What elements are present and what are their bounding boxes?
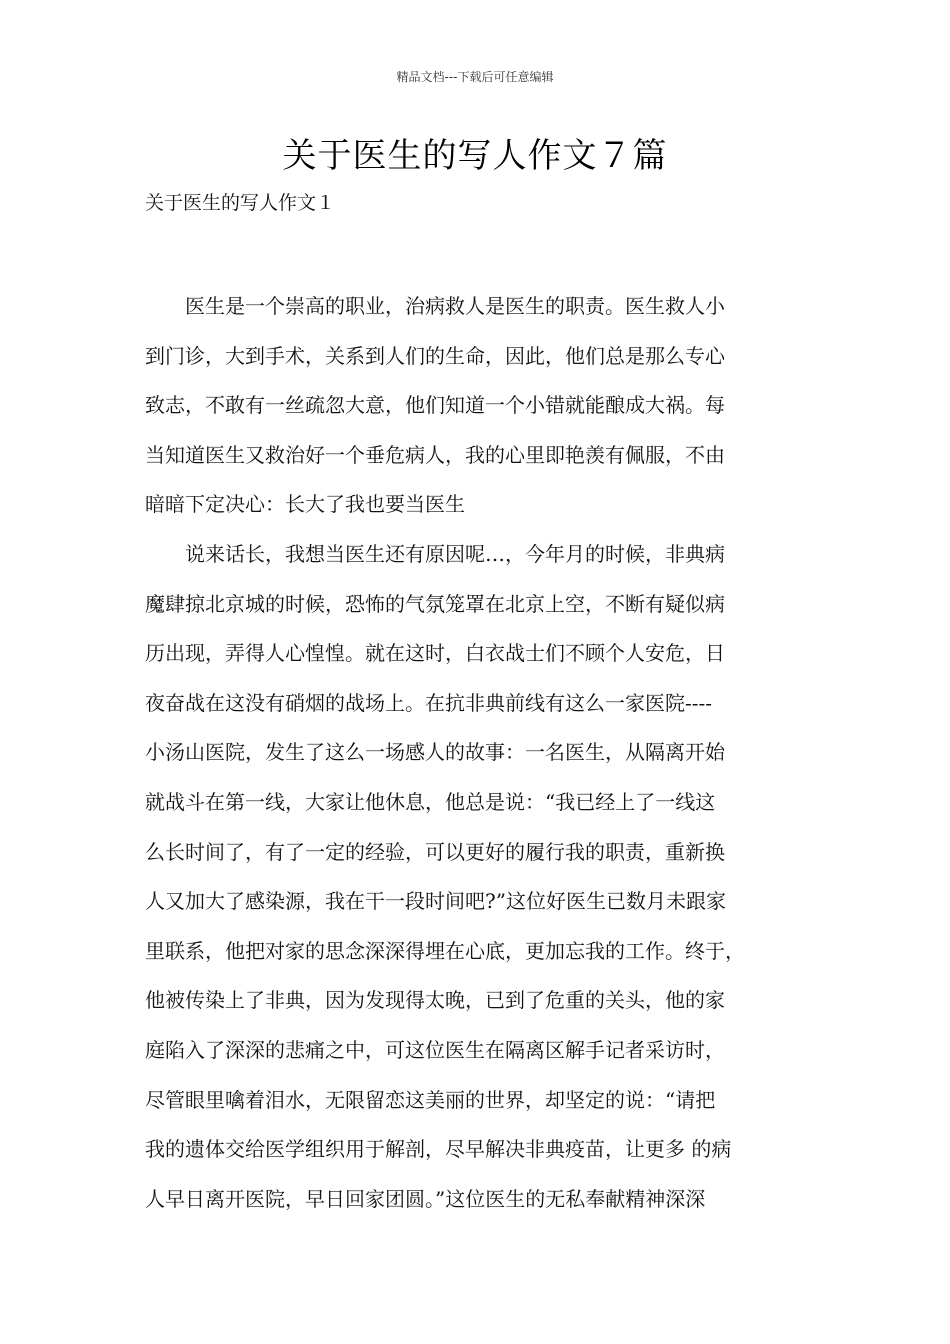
paragraph-1 <box>145 282 810 530</box>
text-line: 夜奋战在这没有硝烟的战场上。在抗非典前线有这么一家医院---- <box>145 690 713 715</box>
body-text <box>145 282 810 1224</box>
text-line: 尽管眼里噙着泪水，无限留恋这美丽的世界，却坚定的说：“请把 <box>145 1087 716 1112</box>
text-line: 历出现，弄得人心惶惶。就在这时，白衣战士们不顾个人安危，日 <box>145 641 725 666</box>
paragraph-2 <box>145 530 810 1224</box>
text-line: 到门诊，大到手术，关系到人们的生命，因此，他们总是那么专心 <box>145 343 725 368</box>
text-line: 庭陷入了深深的悲痛之中，可这位医生在隔离区解手记者采访时， <box>145 1037 725 1062</box>
text-line: 我的遗体交给医学组织用于解剖，尽早解决非典疫苗，让更多 的病 <box>145 1137 732 1162</box>
text-line: 小汤山医院，发生了这么一场感人的故事：一名医生，从隔离开始 <box>145 740 725 765</box>
text-line: 么长时间了，有了一定的经验，可以更好的履行我的职责，重新换 <box>145 839 725 864</box>
text-line: 当知道医生又救治好一个垂危病人，我的心里即艳羡有佩服，不由 <box>145 442 725 467</box>
text-line: 人又加大了感染源，我在干一段时间吧?”这位好医生已数月未跟家 <box>145 889 726 914</box>
text-line: 魔肆掠北京城的时候，恐怖的气氛笼罩在北京上空，不断有疑似病 <box>145 591 725 616</box>
text-line: 医生是一个崇高的职业，治病救人是医生的职责。医生救人小 <box>185 294 725 318</box>
text-line: 他被传染上了非典，因为发现得太晚，已到了危重的关头，他的家 <box>145 988 725 1013</box>
header-note: 精品文档---下载后可任意编辑 <box>396 70 554 84</box>
section-heading: 关于医生的写人作文１ <box>145 192 336 214</box>
text-line: 人早日离开医院，早日回家团圆。”这位医生的无私奉献精神深深 <box>145 1186 706 1211</box>
text-line: 说来话长，我想当医生还有原因呢…，今年月的时候，非典病 <box>185 541 725 566</box>
text-line: 暗暗下定决心：长大了我也要当医生 <box>145 492 465 517</box>
document-title: 关于医生的写人作文７篇 <box>282 136 668 176</box>
text-line: 致志，不敢有一丝疏忽大意，他们知道一个小错就能酿成大祸。每 <box>145 393 725 418</box>
text-line: 里联系，他把对家的思念深深得埋在心底，更加忘我的工作。终于， <box>145 938 745 963</box>
text-line: 就战斗在第一线，大家让他休息，他总是说：“我已经上了一线这 <box>145 789 716 814</box>
